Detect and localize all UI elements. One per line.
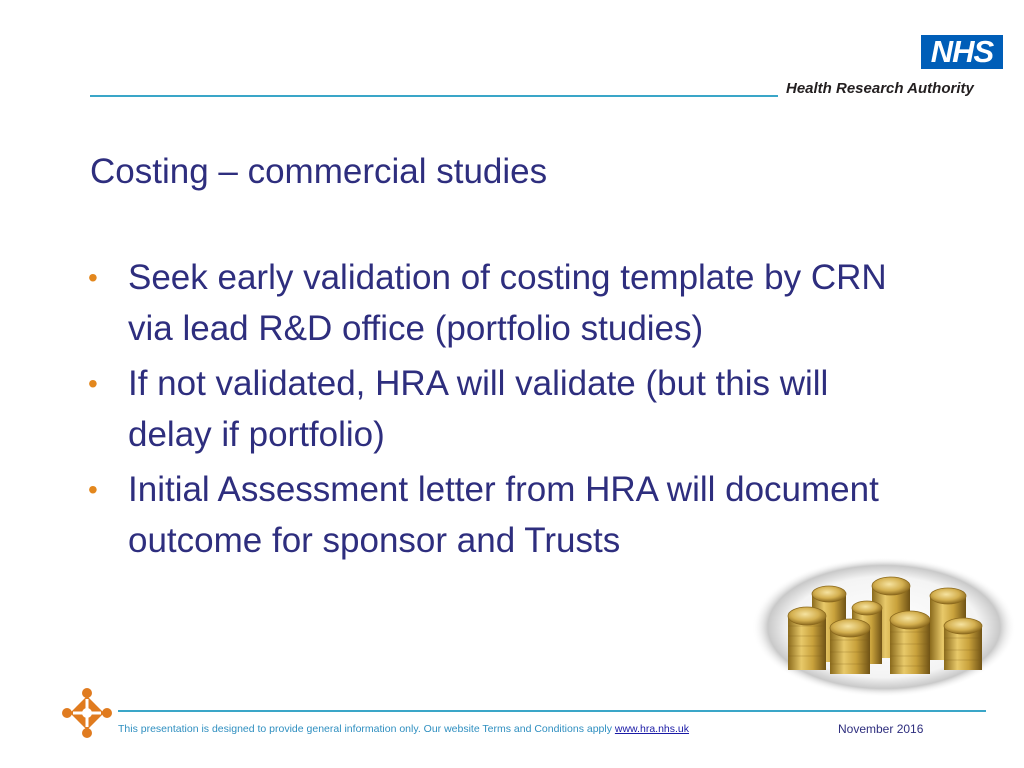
coins-stacks-image (752, 556, 1017, 698)
footer-divider (118, 710, 986, 712)
bullet-text: Seek early validation of costing template by CRN via lead R&D office (portfolio studies) (128, 258, 887, 348)
hra-emblem-icon (60, 686, 114, 740)
footer-disclaimer (118, 723, 689, 735)
bullet-text: Initial Assessment letter from HRA will document outcome for sponsor and Trusts (128, 470, 879, 560)
bullet-item (88, 464, 908, 566)
bullet-item (88, 358, 908, 460)
bullet-item (88, 252, 908, 354)
hra-website-link[interactable]: www.hra.nhs.uk (614, 723, 690, 735)
organisation-name: Health Research Authority (786, 80, 974, 97)
header-divider (90, 95, 778, 97)
bullet-text: If not validated, HRA will validate (but this will delay if portfolio) (128, 364, 829, 454)
bullet-icon: • (88, 474, 98, 505)
bullet-list (88, 252, 908, 570)
nhs-logo (921, 35, 1003, 69)
footer-disclaimer-text: This presentation is designed to provide general information only. Our website Terms and Conditions apply (118, 723, 612, 735)
footer-date: November 2016 (838, 722, 924, 736)
bullet-icon: • (88, 262, 98, 293)
slide-title: Costing – commercial studies (90, 152, 548, 191)
bullet-icon: • (88, 368, 98, 399)
nhs-logo-text: NHS (930, 34, 994, 69)
